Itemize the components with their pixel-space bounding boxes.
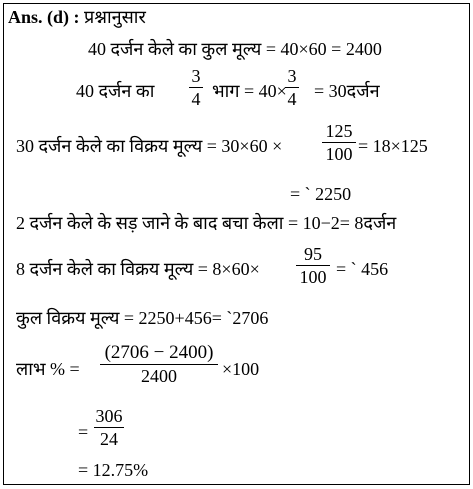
- fraction-numerator: (2706 − 2400): [104, 342, 214, 363]
- step-three-quarter-label: 40 दर्जन का: [76, 81, 155, 101]
- fraction-denominator: 4: [287, 89, 297, 109]
- step-sale-30: 30 दर्जन केले का विक्रय मूल्य = 30×60 ×: [16, 136, 283, 156]
- fraction-denominator: 2400: [141, 366, 177, 386]
- fraction-denominator: 24: [100, 429, 118, 449]
- fraction-numerator: 306: [95, 406, 123, 426]
- step-sale-8: 8 दर्जन केले का विक्रय मूल्य = 8×60×: [16, 259, 260, 279]
- fraction-numerator: 95: [304, 244, 322, 264]
- step-sale-30-total: = ` 2250: [290, 184, 352, 204]
- fraction-numerator: 3: [287, 66, 297, 86]
- fraction-125-100: [322, 121, 356, 164]
- fraction-bar: [189, 87, 203, 88]
- fraction-306-24: [94, 406, 124, 449]
- fraction-denominator: 4: [191, 89, 201, 109]
- fraction-denominator: 100: [299, 267, 327, 287]
- fraction-numerator: 3: [191, 66, 201, 86]
- step-sale-30-result: = 18×125: [358, 136, 428, 156]
- answer-label: [8, 7, 146, 27]
- fraction-bar: [285, 87, 299, 88]
- step-profit-multiplier: ×100: [222, 359, 260, 379]
- step-profit-equals: =: [78, 422, 89, 442]
- fraction-bar: [94, 427, 124, 428]
- step-total-sale: कुल विक्रय मूल्य = 2250+456= `2706: [16, 308, 269, 328]
- fraction-three-quarter-2: [285, 66, 299, 109]
- fraction-denominator: 100: [325, 144, 353, 164]
- step-three-quarter-mid: भाग = 40×: [212, 81, 287, 101]
- step-sale-8-result: = ` 456: [336, 259, 389, 279]
- step-total-cost: 40 दर्जन केले का कुल मूल्य = 40×60 = 2400: [88, 39, 382, 59]
- step-profit-result: = 12.75%: [78, 460, 149, 480]
- fraction-profit: [100, 343, 218, 386]
- intro-text: प्रश्नानुसार: [84, 7, 146, 27]
- fraction-bar: [100, 364, 218, 365]
- fraction-numerator: 125: [325, 121, 353, 141]
- step-profit-percent-label: लाभ % =: [16, 359, 80, 379]
- answer-option: Ans. (d) :: [8, 7, 80, 27]
- answer-box: [3, 3, 470, 485]
- fraction-bar: [322, 142, 356, 143]
- step-remaining-bananas: 2 दर्जन केले के सड़ जाने के बाद बचा केला = 10−2= 8दर्जन: [16, 213, 397, 233]
- fraction-bar: [296, 265, 330, 266]
- fraction-95-100: [296, 244, 330, 287]
- step-three-quarter-result: = 30दर्जन: [314, 81, 380, 101]
- fraction-three-quarter-1: [189, 66, 203, 109]
